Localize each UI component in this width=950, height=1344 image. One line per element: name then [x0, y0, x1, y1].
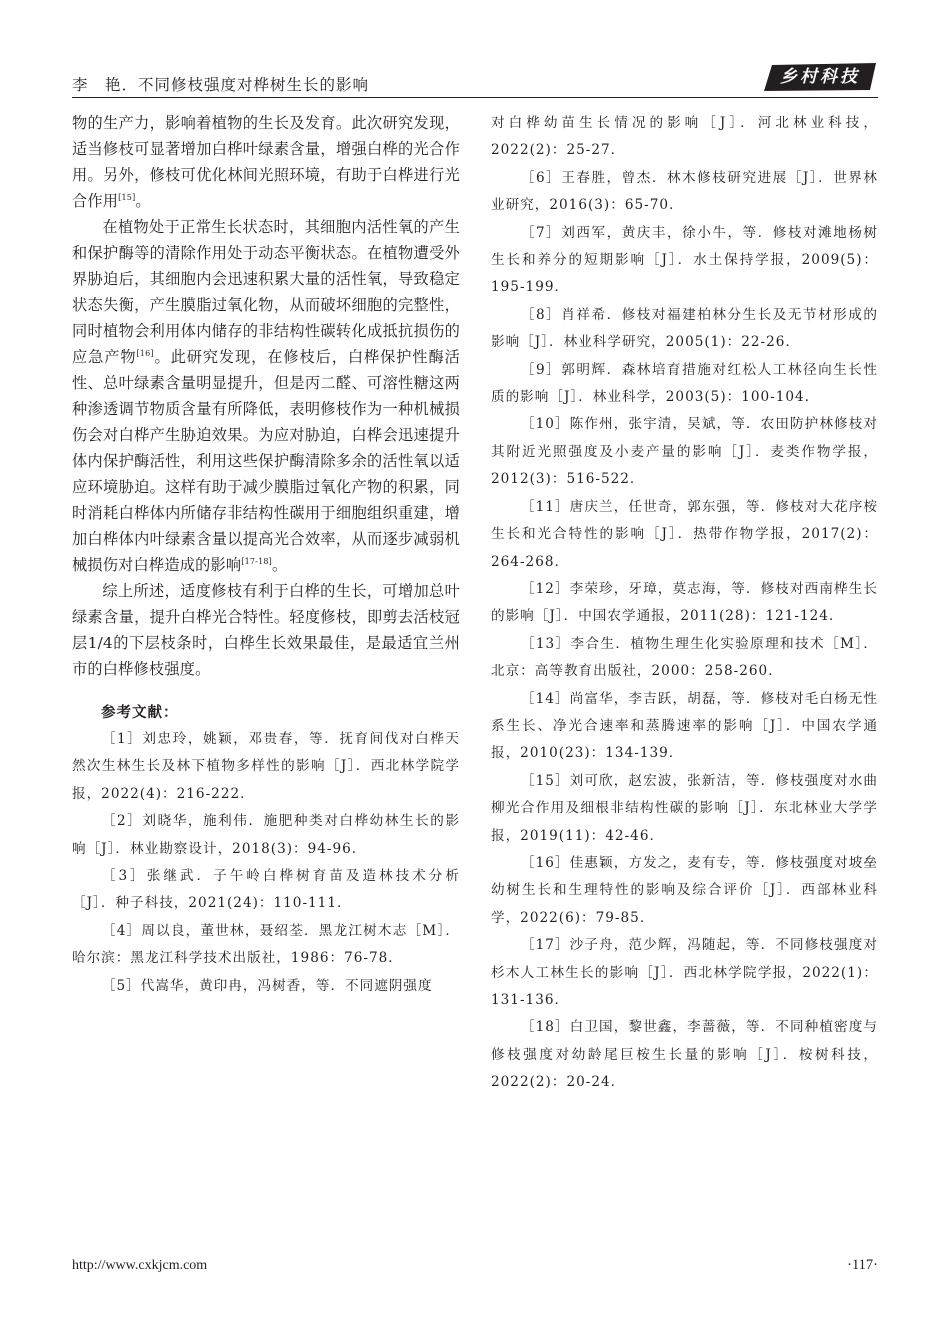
reference-item: ［15］刘可欣，赵宏波，张新洁，等．修枝强度对水曲柳光合作用及细根非结构性碳的影响［J］．东北林业大学学报，2019(11)：42-46． [491, 772, 878, 844]
header-divider [72, 97, 878, 98]
reference-item: ［12］李荣珍，牙璋，莫志海，等．修枝对西南桦生长的影响［J］．中国农学通报，2011(28)：121-124． [491, 580, 878, 625]
reference-item: ［4］周以良，董世林，聂绍荃．黑龙江树木志［M］．哈尔滨：黑龙江科学技术出版社，1986：76-78． [72, 922, 460, 967]
reference-item: ［17］沙子舟，范少辉，冯随起，等．不同修枝强度对杉木人工林生长的影响［J］．西北林学院学报，2022(1)：131-136． [491, 937, 878, 1008]
reference-item: ［5］代嵩华，黄印冉，冯树香，等．不同遮阴强度 [101, 977, 433, 994]
references-heading: 参考文献： [101, 705, 179, 721]
body-paragraph-3: 综上所述，适度修枝有利于白桦的生长，可增加总叶绿素含量，提升白桦光合特性。轻度修枝，即剪去活枝冠层1/4的下层枝条时，白桦生长效果最佳，是最适宜兰州市的白桦修枝强度。 [72, 582, 460, 678]
page-number: ·117· [847, 1257, 878, 1273]
reference-item: ［13］李合生．植物生理生化实验原理和技术［M］．北京：高等教育出版社，2000：258-260． [491, 635, 878, 680]
reference-item: ［3］张继武．子午岭白桦树育苗及造林技术分析［J］．种子科技，2021(24)：110-111． [72, 868, 460, 912]
right-column [491, 110, 878, 1097]
reference-item: ［7］刘西军，黄庆丰，徐小牛，等．修枝对滩地杨树生长和养分的短期影响［J］．水土保持学报，2009(5)：195-199． [491, 224, 878, 296]
reference-item: ［1］刘忠玲，姚颖，邓贵春，等．抚育间伐对白桦天然次生林生长及林下植物多样性的影响［J］．西北林学院学报，2022(4)：216-222． [72, 731, 460, 802]
body-paragraph-2: 在植物处于正常生长状态时，其细胞内活性氧的产生和保护酶等的清除作用处于动态平衡状态。在植物遭受外界胁迫后，其细胞内会迅速积累大量的活性氧，导致稳定状态失衡，产生膜脂过氧化物，从而破坏细胞的完整性，同时植物会利用体内储存的非结构性碳转化成抵抗损伤的应急产物[16]。此研究发现，在修枝后，白桦保护性酶活性、总叶绿素含量明显提升，但是丙二醛、可溶性糖这两种渗透调节物质含量有所降低，表明修枝作为一种机械损伤会对白桦产生胁迫效果。为应对胁迫，白桦会迅速提升体内保护酶活性，利用这些保护酶清除多余的活性氧以适应环境胁迫。这样有助于减少膜脂过氧化产物的积累，同时消耗白桦体内所储存非结构性碳用于细胞组织重建，增加白桦体内叶绿素含量以提高光合效率，从而逐步减弱机械损伤对白桦造成的影响[17-18]。 [72, 218, 460, 574]
running-title: 李 艳．不同修枝强度对桦树生长的影响 [72, 76, 370, 94]
reference-item: ［10］陈作州，张宇清，吴斌，等．农田防护林修枝对其附近光照强度及小麦产量的影响［J］．麦类作物学报，2012(3)：516-522． [491, 416, 878, 488]
reference-item: ［11］唐庆兰，任世奇，郭东强，等．修枝对大花序桉生长和光合特性的影响［J］．热带作物学报，2017(2)：264-268． [491, 498, 878, 570]
journal-logo [762, 62, 878, 92]
reference-item: ［18］白卫国，黎世鑫，李蔷薇，等．不同种植密度与修枝强度对幼龄尾巨桉生长量的影响［J］．桉树科技，2022(2)：20-24． [491, 1019, 878, 1091]
citation: [17-18] [241, 557, 272, 566]
citation: [16] [136, 349, 154, 358]
body-paragraph-1: 物的生产力，影响着植物的生长及发育。此次研究发现，适当修枝可显著增加白桦叶绿素含量，增强白桦的光合作用。另外，修枝可优化林间光照环境，有助于白桦进行光合作用[15]。 [72, 114, 460, 210]
left-column [72, 110, 460, 1000]
reference-item: ［6］王春胜，曾杰．林木修枝研究进展［J］．世界林业研究，2016(3)：65-70． [491, 169, 878, 214]
reference-item: ［14］尚富华，李吉跃，胡磊，等．修枝对毛白杨无性系生长、净光合速率和蒸腾速率的影响［J］．中国农学通报，2010(23)：134-139． [491, 690, 878, 762]
reference-item: ［2］刘晓华，施利伟．施肥种类对白桦幼林生长的影响［J］．林业勘察设计，2018(3)：94-96． [72, 813, 460, 857]
reference-item: ［9］郭明辉．森林培育措施对红松人工林径向生长性质的影响［J］．林业科学，2003(5)：100-104． [491, 361, 878, 406]
journal-brand: 乡村科技 [780, 67, 860, 87]
reference-item: ［16］佳惠颖，方发之，麦有专，等．修枝强度对坡垒幼树生长和生理特性的影响及综合评价［J］．西部林业科学，2022(6)：79-85． [491, 854, 878, 926]
reference-item-continued: 对白桦幼苗生长情况的影响［J］．河北林业科技，2022(2)：25-27． [491, 115, 878, 159]
reference-item: ［8］肖祥希．修枝对福建柏林分生长及无节材形成的影响［J］．林业科学研究，2005(1)：22-26． [491, 306, 878, 351]
footer-url: http://www.cxkjcm.com [72, 1258, 208, 1273]
citation: [15] [118, 193, 136, 202]
